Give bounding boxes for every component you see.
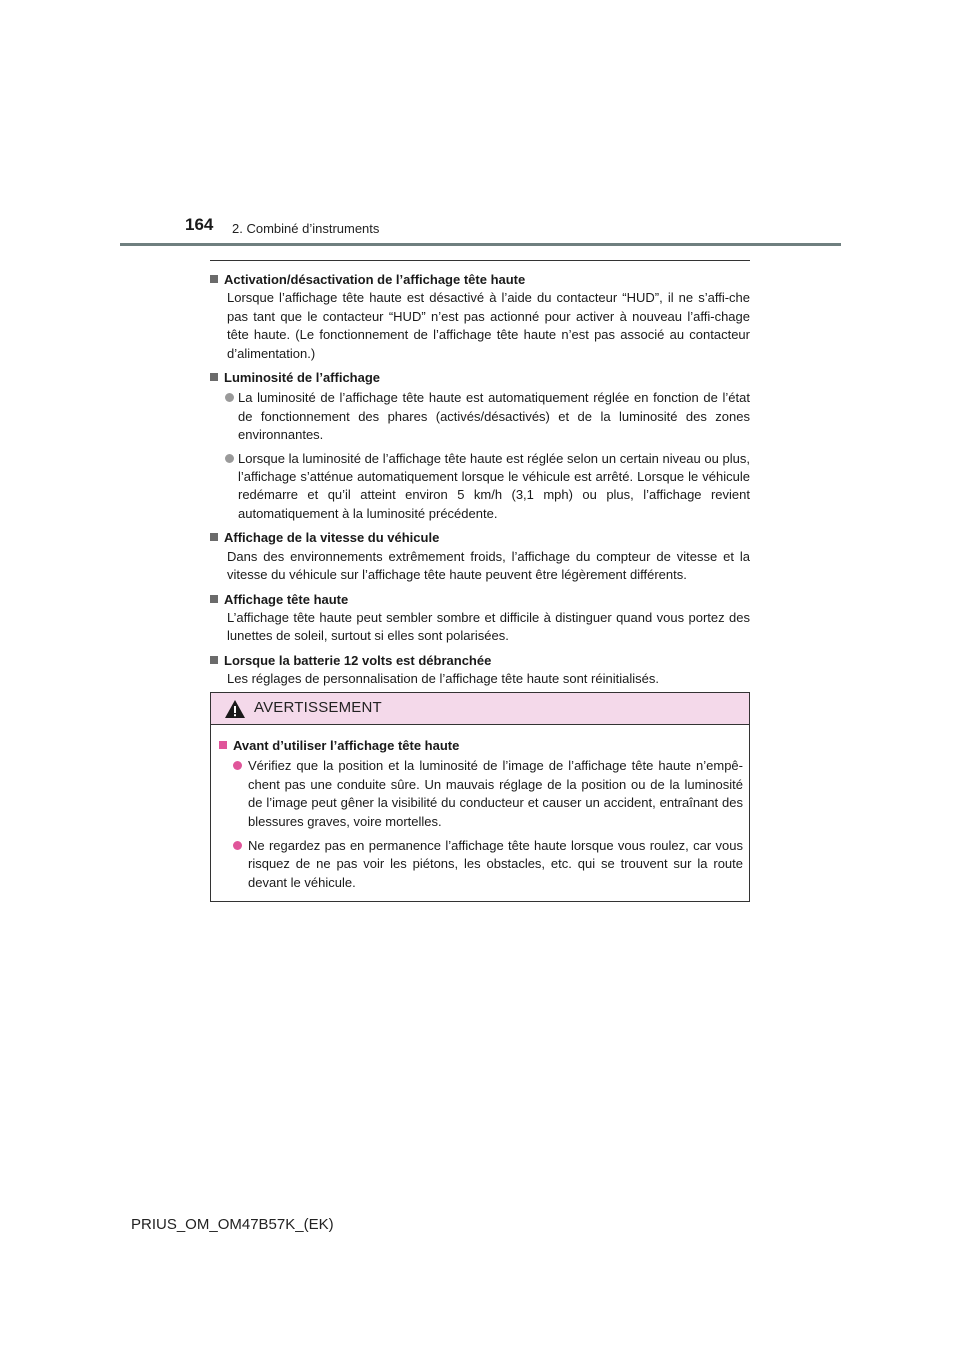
bullet-text: Ne regardez pas en permanence l’affichage tête haute lorsque vous roulez, car vous risquez de ne pas voir les piétons, les obstacles, etc. qui se trouvent sur la route devant le véhicule.	[248, 838, 743, 890]
section-heading: Luminosité de l’affichage	[224, 370, 381, 386]
section-heading: Lorsque la batterie 12 volts est débranchée	[224, 652, 492, 668]
circle-bullet-icon	[233, 761, 242, 770]
list-item	[210, 450, 750, 524]
section-text: Les réglages de personnalisation de l’affichage tête haute sont réinitialisés.	[227, 671, 659, 687]
circle-bullet-icon	[225, 393, 234, 402]
section-vehicle-speed	[210, 529, 750, 584]
square-bullet-icon	[210, 275, 218, 283]
bullet-text: Vérifiez que la position et la luminosité de l’image de l’affichage tête haute n’empê-chent pas une conduite sûre. Un mauvais réglage de la position ou de la luminosité de l’image peut gêner la visibilité du conducteur et causer un accident, entraînant des blessures graves, voire mortelles.	[248, 758, 743, 829]
circle-bullet-icon	[225, 454, 234, 463]
warning-box	[210, 692, 750, 902]
list-item	[219, 757, 743, 831]
section-battery-disconnected	[210, 652, 750, 689]
main-content	[210, 260, 750, 695]
square-bullet-icon	[210, 533, 218, 541]
square-bullet-icon	[210, 373, 218, 381]
section-text: Dans des environnements extrêmement froids, l’affichage du compteur de vitesse et la vitesse du véhicule sur l’affichage tête haute peuvent être légèrement différents.	[227, 548, 750, 583]
section-heading: Affichage de la vitesse du véhicule	[224, 530, 440, 546]
bullet-text: Lorsque la luminosité de l’affichage tête haute est réglée selon un certain niveau ou plus, l’affichage s’atténue automatiquement lorsque le véhicule est arrêté. Lorsque le véhicule redémarre et qu’il atteint environ 5 km/h (3,1 mph) ou plus, l’affichage revient automatiquement à la luminosité précédente.	[238, 450, 750, 521]
warning-heading: Avant d’utiliser l’affichage tête haute	[233, 738, 460, 753]
header-rule	[120, 243, 841, 246]
circle-bullet-icon	[233, 841, 242, 850]
content-top-rule	[210, 260, 750, 261]
document-code: PRIUS_OM_OM47B57K_(EK)	[131, 1216, 334, 1233]
section-hud	[210, 591, 750, 646]
square-bullet-icon	[210, 595, 218, 603]
bullet-text: La luminosité de l’affichage tête haute est automatiquement réglée en fonction de l’état de fonctionnement des phares (activés/désactivés) et de la luminosité des zones environnantes.	[238, 390, 750, 443]
square-bullet-icon	[219, 741, 227, 749]
list-item	[219, 837, 743, 892]
list-item	[210, 389, 750, 444]
warning-title: AVERTISSEMENT	[254, 699, 382, 717]
section-text: Lorsque l’affichage tête haute est désactivé à l’aide du contacteur “HUD”, il ne s’affi-che pas tant que le contacteur “HUD” n’est pas actionné pour activer à nouveau l’affi-chage tête haute. (Le fonctionnement de l’affichage tête haute n’est pas associé au contacteur d’alimentation.)	[227, 290, 750, 361]
section-hud-activation	[210, 271, 750, 363]
section-text: L’affichage tête haute peut sembler sombre et difficile à distinguer quand vous portez des lunettes de soleil, surtout si elles sont polarisées.	[227, 609, 750, 644]
page-number: 164	[185, 215, 214, 234]
section-heading: Activation/désactivation de l’affichage tête haute	[224, 272, 526, 287]
section-heading: Affichage tête haute	[224, 591, 349, 607]
warning-triangle-icon	[224, 699, 246, 719]
warning-body	[211, 725, 749, 892]
chapter-title: 2. Combiné d’instruments	[232, 221, 380, 236]
section-display-brightness	[210, 369, 750, 523]
square-bullet-icon	[210, 656, 218, 664]
warning-header	[211, 693, 749, 725]
